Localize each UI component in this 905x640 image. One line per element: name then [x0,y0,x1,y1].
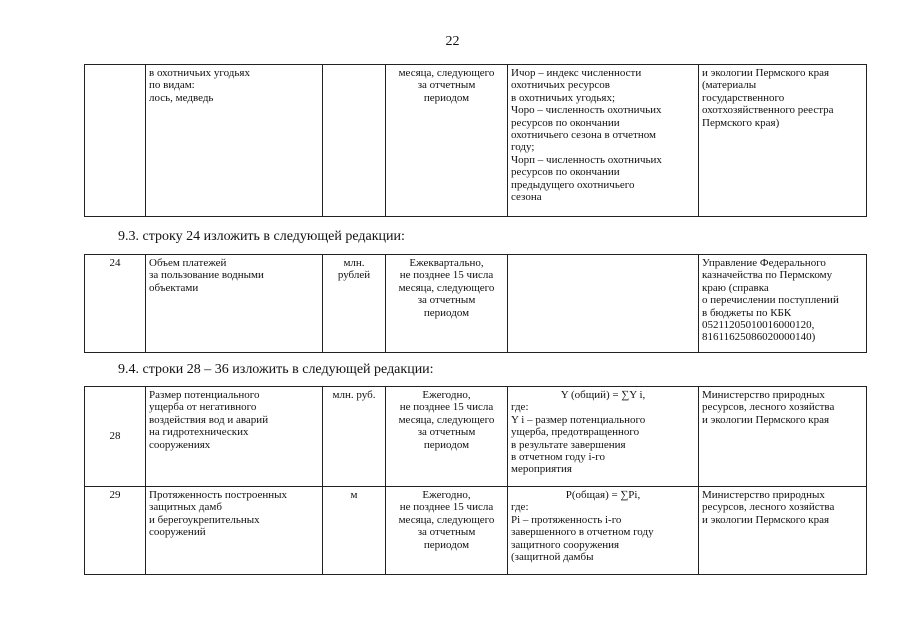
cell-num: 24 [85,255,146,353]
text-line: рублей [337,269,371,282]
text-line: и берегоукрепительных [149,513,260,526]
cell-period [386,487,508,575]
text-line: краю (справка [702,281,769,294]
text-line: (защитной дамбы [511,551,594,564]
text-line: сооружений [149,526,206,539]
text-line: Чоро – численность охотничьих [511,104,662,117]
text-line: защитного сооружения [511,538,620,551]
text-line: Министерство природных [702,389,825,401]
table-row-24 [84,254,867,353]
table-row [85,255,867,353]
text-line: Ежегодно, [422,489,471,501]
cell-unit: млн. руб. [323,387,386,487]
table-rows-28-36 [84,386,867,575]
text-line: Размер потенциального [149,389,260,401]
text-line: ресурсов по окончании [511,166,620,179]
cell-num [85,65,146,217]
cell-num: 29 [85,487,146,575]
table-continuation [84,64,867,217]
cell-period [386,65,508,217]
text-line: за отчетным [417,526,476,539]
cell-period [386,255,508,353]
text-line: Ежегодно, [422,389,471,401]
text-line: государственного [702,91,785,104]
text-line: месяца, следующего [398,281,495,294]
text-line: млн. [343,257,365,269]
cell-source [699,487,867,575]
table-row [85,65,867,217]
text-line: году; [511,141,535,154]
table-row [85,487,867,575]
text-line: в бюджеты по КБК [702,306,792,319]
text-line: месяца, следующего [398,513,495,526]
cell-unit [323,255,386,353]
text-line: Министерство природных [702,489,825,501]
cell-num: 28 [85,387,146,487]
formula-explanation [511,401,695,475]
text-line: предыдущего охотничьего [511,178,635,191]
text-line: сезона [511,191,542,204]
text-line: охотничьего сезона в отчетном [511,129,656,142]
text-line: периодом [423,538,470,551]
text-line: периодом [423,91,470,104]
text-line: ресурсов, лесного хозяйства [702,401,835,414]
text-line: мероприятия [511,463,572,476]
cell-indicator-name [146,387,323,487]
text-line: Y i – размер потенциального [511,413,646,426]
text-line: ущерба от негативного [149,401,257,414]
text-line: Чорп – численность охотничьих [511,153,662,166]
text-line: на гидротехнических [149,426,249,439]
instruction-paragraph-9-4: 9.4. строки 28 – 36 изложить в следующей редакции: [118,362,434,377]
text-line: объектами [149,281,199,294]
text-line: сооружениях [149,438,211,451]
text-line: Объем платежей [149,257,227,269]
text-line: охотхозяйственного реестра [702,104,834,117]
text-line: 05211205010016000120, [702,319,815,332]
table-row [85,387,867,487]
text-line: Pi – протяженность i-го [511,513,622,526]
cell-unit: м [323,487,386,575]
text-line: не позднее 15 числа [399,269,494,282]
text-line: Ежеквартально, [409,257,484,269]
text-line: не позднее 15 числа [399,501,494,514]
text-line: Ичор – индекс численности [511,67,642,79]
cell-method [508,387,699,487]
cell-method [508,487,699,575]
text-line: защитных дамб [149,501,222,514]
text-line: и экологии Пермского края [702,413,830,426]
text-line: в охотничьих угодьях; [511,91,616,104]
text-line: не позднее 15 числа [399,401,494,414]
cell-unit [323,65,386,217]
cell-source [699,65,867,217]
cell-source [699,387,867,487]
text-line: за отчетным [417,79,476,92]
text-line: в отчетном году i-го [511,451,605,464]
text-line: воздействия вод и аварий [149,413,269,426]
text-line: Протяженность построенных [149,489,288,501]
text-line: казначейства по Пермскому [702,269,833,282]
formula: Y (общий) = ∑Y i, [560,389,646,401]
text-line: за отчетным [417,294,476,307]
text-line: ресурсов, лесного хозяйства [702,501,835,514]
text-line: ущерба, предотвращенного [511,426,640,439]
cell-method [508,65,699,217]
cell-indicator-name [146,65,323,217]
text-line: и экологии Пермского края [702,513,830,526]
cell-method [508,255,699,353]
formula: Р(общая) = ∑Pi, [565,489,641,501]
text-line: охотничьих ресурсов [511,79,610,92]
text-line: где: [511,501,529,514]
text-line: Пермского края) [702,116,780,129]
text-line: о перечислении поступлений [702,294,839,307]
text-line: 81611625086020000140) [702,331,816,344]
text-line: где: [511,401,529,414]
text-line: завершенного в отчетном году [511,526,654,539]
instruction-paragraph-9-3: 9.3. строку 24 изложить в следующей редакции: [118,229,405,244]
cell-period [386,387,508,487]
page-number: 22 [445,34,460,49]
cell-source [699,255,867,353]
text-line: периодом [423,438,470,451]
cell-indicator-name [146,487,323,575]
text-line: (материалы [702,79,757,92]
text-line: в охотничьих угодьях [149,67,250,79]
text-line: по видам: [149,79,195,92]
text-line: месяца, следующего [398,67,495,79]
formula-explanation [511,501,695,563]
text-line: ресурсов по окончании [511,116,620,129]
text-line: лось, медведь [149,91,214,104]
text-line: за пользование водными [149,269,264,282]
text-line: в результате завершения [511,438,626,451]
text-line: месяца, следующего [398,413,495,426]
text-line: периодом [423,306,470,319]
cell-indicator-name [146,255,323,353]
text-line: за отчетным [417,426,476,439]
text-line: Управление Федерального [702,257,826,269]
text-line: и экологии Пермского края [702,67,830,79]
